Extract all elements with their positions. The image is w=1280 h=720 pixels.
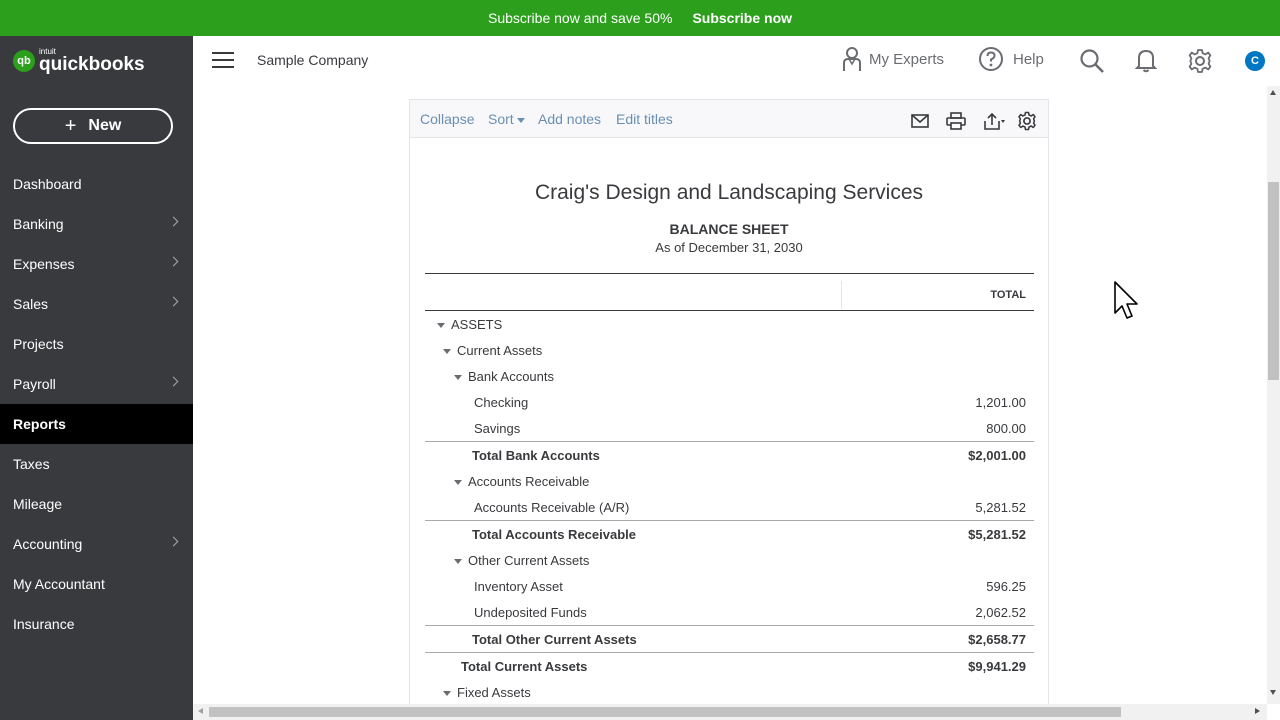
horizontal-scroll-thumb[interactable] xyxy=(209,707,1121,717)
row-label-text: Total Bank Accounts xyxy=(472,448,600,463)
company-name: Sample Company xyxy=(257,52,369,68)
chevron-right-icon xyxy=(169,537,179,547)
chevron-right-icon xyxy=(169,297,179,307)
plus-icon: + xyxy=(64,115,77,137)
scroll-right-arrow-icon[interactable] xyxy=(1255,708,1260,714)
collapse-caret-icon[interactable] xyxy=(454,559,462,564)
collapse-caret-icon[interactable] xyxy=(443,691,451,696)
person-icon xyxy=(841,46,863,72)
table-row xyxy=(425,547,1034,573)
sort-dropdown[interactable] xyxy=(488,111,525,127)
sidebar-item-accounting[interactable] xyxy=(0,524,193,564)
row-amount[interactable]: $9,941.29 xyxy=(968,659,1026,674)
sidebar-item-mileage[interactable] xyxy=(0,484,193,524)
row-label xyxy=(461,659,587,674)
row-amount[interactable]: 596.25 xyxy=(986,579,1026,594)
sidebar-item-label: My Accountant xyxy=(13,576,105,592)
row-amount[interactable]: $2,658.77 xyxy=(968,632,1026,647)
row-label[interactable] xyxy=(443,343,542,358)
report-date: As of December 31, 2030 xyxy=(655,240,803,255)
sidebar-item-expenses[interactable] xyxy=(0,244,193,284)
export-icon[interactable] xyxy=(983,111,1009,131)
row-label-text: Fixed Assets xyxy=(457,685,531,700)
table-row xyxy=(425,679,1034,705)
sidebar-item-my-accountant[interactable] xyxy=(0,564,193,604)
row-label[interactable] xyxy=(454,553,589,568)
sidebar-item-label: Reports xyxy=(13,416,66,432)
row-label xyxy=(472,448,600,463)
sidebar-item-label: Dashboard xyxy=(13,176,82,192)
sidebar-item-taxes[interactable] xyxy=(0,444,193,484)
bell-icon[interactable] xyxy=(1135,47,1157,73)
row-amount[interactable]: 800.00 xyxy=(986,421,1026,436)
row-label-text: Savings xyxy=(474,421,521,436)
my-experts-label: My Experts xyxy=(869,50,945,68)
balance-sheet-table xyxy=(425,273,1034,705)
table-row xyxy=(425,415,1034,441)
sidebar-item-dashboard[interactable] xyxy=(0,164,193,204)
sidebar-item-payroll[interactable] xyxy=(0,364,193,404)
sidebar-item-label: Sales xyxy=(13,296,49,312)
search-icon[interactable] xyxy=(1079,48,1105,74)
table-row xyxy=(425,337,1034,363)
help-button[interactable] xyxy=(978,46,1044,72)
report-company-name[interactable]: Craig's Design and Landscaping Services xyxy=(534,181,924,204)
row-label-text: Current Assets xyxy=(457,343,543,358)
report-settings-gear-icon[interactable] xyxy=(1017,111,1037,131)
chevron-right-icon xyxy=(169,217,179,227)
top-header xyxy=(193,36,1280,86)
total-row xyxy=(425,625,1034,652)
chevron-right-icon xyxy=(169,377,179,387)
total-row xyxy=(425,520,1034,547)
row-label xyxy=(472,632,637,647)
sidebar-item-label: Projects xyxy=(13,336,64,352)
row-label-text: Total Other Current Assets xyxy=(472,632,637,647)
help-label: Help xyxy=(1013,50,1044,68)
table-row xyxy=(425,468,1034,494)
row-label-text: Accounts Receivable xyxy=(468,474,590,489)
scroll-left-arrow-icon[interactable] xyxy=(198,708,203,714)
row-label xyxy=(474,421,520,436)
sidebar-item-insurance[interactable] xyxy=(0,604,193,644)
row-label[interactable] xyxy=(454,474,589,489)
table-row xyxy=(425,599,1034,625)
new-button[interactable] xyxy=(13,108,173,144)
table-row xyxy=(425,389,1034,415)
row-label-text: Checking xyxy=(474,395,529,410)
total-row xyxy=(425,652,1034,679)
row-label-text: Other Current Assets xyxy=(468,553,590,568)
sidebar-item-projects[interactable] xyxy=(0,324,193,364)
collapse-caret-icon[interactable] xyxy=(454,375,462,380)
row-label xyxy=(472,527,636,542)
column-divider xyxy=(841,281,842,309)
row-label xyxy=(474,579,563,594)
row-amount[interactable]: $5,281.52 xyxy=(968,527,1026,542)
row-label-text: Undeposited Funds xyxy=(474,605,587,620)
row-amount[interactable]: 1,201.00 xyxy=(975,395,1026,410)
gear-icon[interactable] xyxy=(1187,48,1213,74)
collapse-caret-icon[interactable] xyxy=(454,480,462,485)
sidebar-nav xyxy=(0,164,193,644)
help-icon xyxy=(978,46,1004,72)
sidebar-item-label: Mileage xyxy=(13,496,63,512)
hamburger-menu-icon[interactable] xyxy=(212,52,234,68)
row-amount[interactable]: $2,001.00 xyxy=(968,448,1026,463)
row-label-text: Bank Accounts xyxy=(468,369,554,384)
new-button-label: New xyxy=(88,117,122,134)
row-label[interactable] xyxy=(443,685,531,700)
logo-intuit-text: intuit xyxy=(39,47,56,56)
sidebar-item-banking[interactable] xyxy=(0,204,193,244)
email-icon[interactable] xyxy=(911,113,929,129)
row-label-text: Total Accounts Receivable xyxy=(472,527,636,542)
vertical-scrollbar[interactable] xyxy=(1267,86,1280,704)
promo-text: Subscribe now and save 50% xyxy=(487,10,673,26)
table-row xyxy=(425,311,1034,337)
report-title[interactable]: BALANCE SHEET xyxy=(669,221,789,237)
promo-banner xyxy=(0,0,1280,36)
scroll-down-arrow-icon[interactable] xyxy=(1270,690,1276,695)
quickbooks-logo[interactable] xyxy=(13,48,145,74)
row-label-text: Accounts Receivable (A/R) xyxy=(474,500,630,515)
collapse-caret-icon[interactable] xyxy=(443,349,451,354)
print-icon[interactable] xyxy=(946,112,966,130)
my-experts-button[interactable] xyxy=(841,46,944,72)
sidebar-item-label: Expenses xyxy=(13,256,75,272)
mouse-cursor-icon xyxy=(1113,280,1143,322)
table-header xyxy=(425,273,1034,311)
user-avatar[interactable]: C xyxy=(1245,51,1265,71)
sidebar-item-reports[interactable] xyxy=(0,404,193,444)
edit-titles-link[interactable]: Edit titles xyxy=(616,111,673,127)
row-label-text: ASSETS xyxy=(451,317,503,332)
row-label-text: Inventory Asset xyxy=(474,579,563,594)
table-body xyxy=(425,311,1034,705)
total-column-header[interactable]: TOTAL xyxy=(990,289,1026,301)
total-row xyxy=(425,441,1034,468)
row-label[interactable] xyxy=(437,317,502,332)
row-label xyxy=(474,395,528,410)
sidebar-item-label: Taxes xyxy=(13,456,50,472)
add-notes-link[interactable]: Add notes xyxy=(538,111,602,127)
vertical-scroll-thumb[interactable] xyxy=(1268,182,1279,380)
table-row xyxy=(425,363,1034,389)
row-label xyxy=(474,500,629,515)
row-amount[interactable]: 2,062.52 xyxy=(975,605,1026,620)
sidebar-item-label: Payroll xyxy=(13,376,56,392)
chevron-right-icon xyxy=(169,257,179,267)
report-panel xyxy=(409,99,1049,709)
collapse-caret-icon[interactable] xyxy=(437,323,445,328)
subscribe-now-link[interactable]: Subscribe now xyxy=(692,10,793,26)
table-row xyxy=(425,494,1034,520)
report-toolbar xyxy=(410,100,1048,138)
sidebar-item-sales[interactable] xyxy=(0,284,193,324)
sidebar-item-label: Insurance xyxy=(13,616,75,632)
sidebar xyxy=(0,36,193,720)
row-label-text: Total Current Assets xyxy=(461,659,588,674)
sort-label: Sort xyxy=(488,111,514,127)
sidebar-item-label: Accounting xyxy=(13,536,83,552)
row-amount[interactable]: 5,281.52 xyxy=(975,500,1026,515)
chevron-down-icon xyxy=(517,118,525,123)
sidebar-item-label: Banking xyxy=(13,216,64,232)
row-label[interactable] xyxy=(454,369,554,384)
scroll-up-arrow-icon[interactable] xyxy=(1270,90,1276,95)
collapse-link[interactable]: Collapse xyxy=(420,111,475,127)
table-row xyxy=(425,573,1034,599)
horizontal-scrollbar[interactable] xyxy=(193,704,1267,720)
logo-brand-text: quickbooks xyxy=(39,54,145,75)
qb-logo-icon: qb xyxy=(13,50,35,72)
row-label xyxy=(474,605,587,620)
